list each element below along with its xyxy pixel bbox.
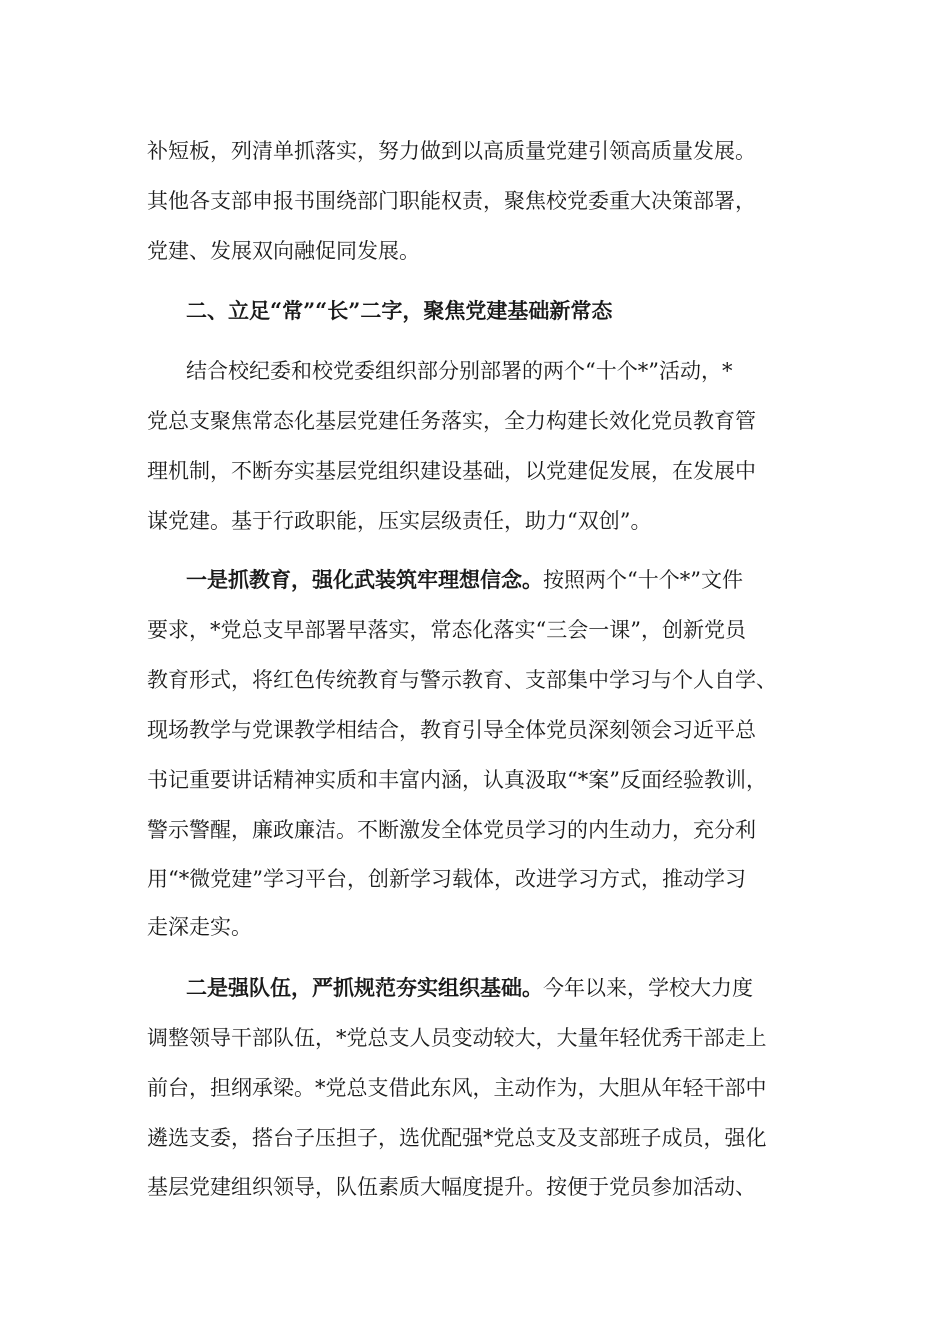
paragraph-3-line-1-rest: 按照两个“十个*”文件 [543, 568, 743, 592]
paragraph-2-line-3: 理机制，不断夯实基层党组织建设基础，以党建促发展，在发展中 [147, 459, 756, 483]
paragraph-2-line-1: 结合校纪委和校党委组织部分别部署的两个“十个*”活动，* [186, 359, 733, 383]
paragraph-1-line-3: 党建、发展双向融促同发展。 [147, 239, 420, 263]
paragraph-4-line-1 [186, 973, 753, 1003]
paragraph-3-line-5: 书记重要讲话精神实质和丰富内涵，认真汲取“*案”反面经验教训， [147, 768, 767, 792]
section-heading: 二、立足“常”“长”二字，聚焦党建基础新常态 [186, 298, 613, 323]
paragraph-2-line-2: 党总支聚焦常态化基层党建任务落实，全力构建长效化党员教育管 [147, 409, 756, 433]
paragraph-3-lead: 一是抓教育，强化武装筑牢理想信念。 [186, 567, 543, 592]
paragraph-3-line-1 [186, 565, 743, 595]
paragraph-2-line-4: 谋党建。基于行政职能，压实层级责任，助力“双创”。 [147, 509, 652, 533]
paragraph-1-line-1: 补短板，列清单抓落实，努力做到以高质量党建引领高质量发展。 [147, 139, 756, 163]
paragraph-3-line-4: 现场教学与党课教学相结合，教育引导全体党员深刻领会习近平总 [147, 718, 756, 742]
paragraph-3-line-2: 要求，*党总支早部署早落实，常态化落实“三会一课”，创新党员 [147, 618, 746, 642]
paragraph-4-line-2: 调整领导干部队伍，*党总支人员变动较大，大量年轻优秀干部走上 [147, 1026, 767, 1050]
paragraph-3-line-3: 教育形式，将红色传统教育与警示教育、支部集中学习与个人自学、 [147, 668, 777, 692]
paragraph-4-line-3: 前台，担纲承梁。*党总支借此东风，主动作为，大胆从年轻干部中 [147, 1076, 767, 1100]
paragraph-3-line-8: 走深走实。 [147, 915, 252, 939]
paragraph-4-lead: 二是强队伍，严抓规范夯实组织基础。 [186, 975, 543, 1000]
paragraph-4-line-5: 基层党建组织领导，队伍素质大幅度提升。按便于党员参加活动、 [147, 1175, 756, 1199]
paragraph-4-line-1-rest: 今年以来，学校大力度 [543, 976, 753, 1000]
paragraph-3-line-6: 警示警醒，廉政廉洁。不断激发全体党员学习的内生动力，充分利 [147, 818, 756, 842]
paragraph-3-line-7: 用“*微党建”学习平台，创新学习载体，改进学习方式，推动学习 [147, 867, 746, 891]
paragraph-1-line-2: 其他各支部申报书围绕部门职能权责，聚焦校党委重大决策部署， [147, 189, 756, 213]
paragraph-4-line-4: 遴选支委，搭台子压担子，选优配强*党总支及支部班子成员，强化 [147, 1126, 767, 1150]
